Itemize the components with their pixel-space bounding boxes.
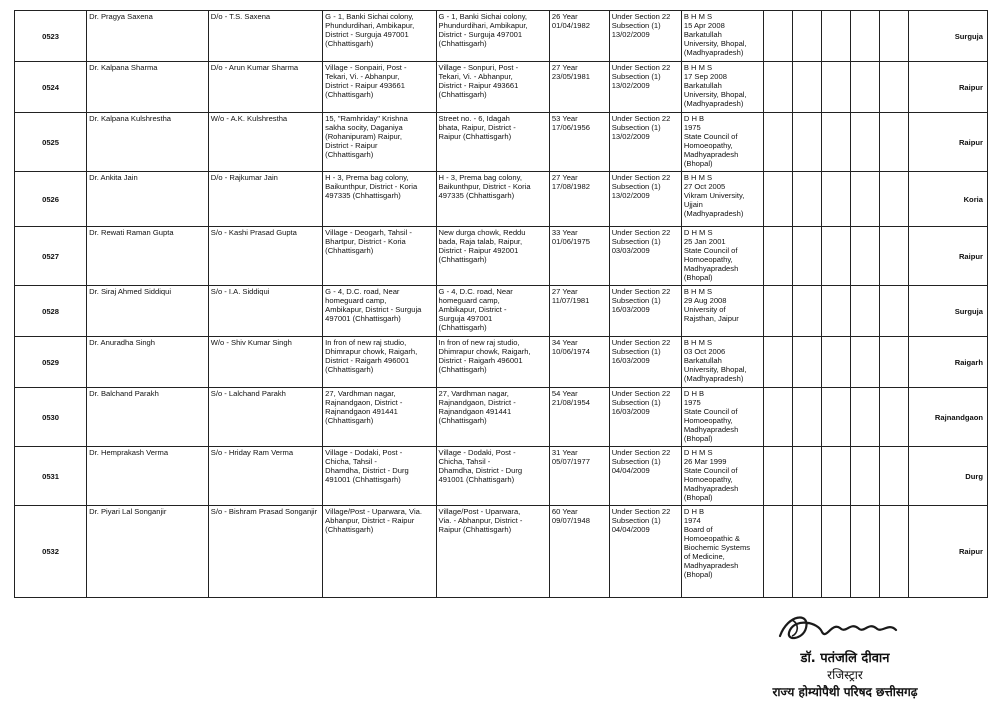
permanent-address: In fron of new raj studio, Dhimrapur chowk, Raigarh, District - Raigarh 496001 (Chhattisgarh) <box>323 337 436 388</box>
serial-number: 0524 <box>15 62 87 113</box>
empty-cell <box>793 62 822 113</box>
current-address: Village/Post - Uparwara, Via. - Abhanpur, District - Raipur (Chhattisgarh) <box>436 506 549 598</box>
table-row <box>15 172 988 227</box>
district: Rajnandgaon <box>908 388 987 447</box>
age-dob: 33 Year 01/06/1975 <box>549 227 609 286</box>
empty-cell <box>793 172 822 227</box>
empty-cell <box>879 506 908 598</box>
empty-cell <box>822 11 851 62</box>
table-row <box>15 62 988 113</box>
empty-cell <box>879 337 908 388</box>
registration-section: Under Section 22 Subsection (1) 04/04/2009 <box>609 447 681 506</box>
empty-cell <box>850 62 879 113</box>
empty-cell <box>822 286 851 337</box>
permanent-address: Village - Sonpairi, Post - Tekari, Vi. - Abhanpur, District - Raipur 493661 (Chhattisgarh) <box>323 62 436 113</box>
empty-cell <box>850 172 879 227</box>
qualification: D H M S 26 Mar 1999 State Council of Homoeopathy, Madhyapradesh (Bhopal) <box>681 447 763 506</box>
registration-section: Under Section 22 Subsection (1) 16/03/2009 <box>609 337 681 388</box>
age-dob: 54 Year 21/08/1954 <box>549 388 609 447</box>
doctor-name: Dr. Hemprakash Verma <box>87 447 209 506</box>
empty-cell <box>764 506 793 598</box>
age-dob: 60 Year 09/07/1948 <box>549 506 609 598</box>
qualification: B H M S 27 Oct 2005 Vikram University, Ujjain (Madhyapradesh) <box>681 172 763 227</box>
empty-cell <box>822 172 851 227</box>
age-dob: 53 Year 17/06/1956 <box>549 113 609 172</box>
age-dob: 27 Year 23/05/1981 <box>549 62 609 113</box>
age-dob: 27 Year 11/07/1981 <box>549 286 609 337</box>
district: Raipur <box>908 506 987 598</box>
registration-table <box>14 10 988 598</box>
serial-number: 0525 <box>15 113 87 172</box>
qualification: D H B 1975 State Council of Homoeopathy, Madhyapradesh (Bhopal) <box>681 388 763 447</box>
empty-cell <box>793 388 822 447</box>
district: Raipur <box>908 62 987 113</box>
permanent-address: Village - Dodaki, Post - Chicha, Tahsil - Dhamdha, District - Durg 491001 (Chhattisgarh) <box>323 447 436 506</box>
qualification: B H M S 15 Apr 2008 Barkatullah University, Bhopal, (Madhyapradesh) <box>681 11 763 62</box>
permanent-address: G - 1, Banki Sichai colony, Phundurdihari, Ambikapur, District - Surguja 497001 (Chhattisgarh) <box>323 11 436 62</box>
empty-cell <box>879 286 908 337</box>
serial-number: 0532 <box>15 506 87 598</box>
doctor-name: Dr. Kalpana Sharma <box>87 62 209 113</box>
doctor-name: Dr. Ankita Jain <box>87 172 209 227</box>
empty-cell <box>793 337 822 388</box>
empty-cell <box>879 62 908 113</box>
serial-number: 0530 <box>15 388 87 447</box>
empty-cell <box>850 286 879 337</box>
age-dob: 31 Year 05/07/1977 <box>549 447 609 506</box>
signature-block <box>750 608 940 700</box>
current-address: G - 4, D.C. road, Near homeguard camp, Ambikapur, District - Surguja 497001 (Chhattisgarh) <box>436 286 549 337</box>
district: Surguja <box>908 286 987 337</box>
table-row <box>15 506 988 598</box>
empty-cell <box>822 62 851 113</box>
serial-number: 0528 <box>15 286 87 337</box>
table-row <box>15 11 988 62</box>
empty-cell <box>764 113 793 172</box>
registration-section: Under Section 22 Subsection (1) 13/02/2009 <box>609 11 681 62</box>
empty-cell <box>879 227 908 286</box>
relation-name: S/o - Lalchand Parakh <box>208 388 322 447</box>
empty-cell <box>793 113 822 172</box>
empty-cell <box>822 113 851 172</box>
permanent-address: Village - Deogarh, Tahsil - Bhartpur, District - Koria (Chhattisgarh) <box>323 227 436 286</box>
doctor-name: Dr. Balchand Parakh <box>87 388 209 447</box>
registrar-name: डॉ. पतंजलि दीवान <box>800 651 890 666</box>
serial-number: 0526 <box>15 172 87 227</box>
qualification: D H M S 25 Jan 2001 State Council of Homoeopathy, Madhyapradesh (Bhopal) <box>681 227 763 286</box>
empty-cell <box>764 11 793 62</box>
permanent-address: 27, Vardhman nagar, Rajnandgaon, District - Rajnandgaon 491441 (Chhattisgarh) <box>323 388 436 447</box>
relation-name: S/o - Bishram Prasad Songanjir <box>208 506 322 598</box>
empty-cell <box>822 227 851 286</box>
relation-name: D/o - Rajkumar Jain <box>208 172 322 227</box>
empty-cell <box>850 113 879 172</box>
relation-name: S/o - Kashi Prasad Gupta <box>208 227 322 286</box>
current-address: Village - Sonpuri, Post - Tekari, Vi. - Abhanpur, District - Raipur 493661 (Chhattisgarh) <box>436 62 549 113</box>
doctor-name: Dr. Rewati Raman Gupta <box>87 227 209 286</box>
table-row <box>15 227 988 286</box>
district: Raipur <box>908 113 987 172</box>
qualification: B H M S 17 Sep 2008 Barkatullah University, Bhopal, (Madhyapradesh) <box>681 62 763 113</box>
council-name: राज्य होम्योपैथी परिषद छत्तीसगढ़ <box>772 685 918 699</box>
empty-cell <box>793 286 822 337</box>
empty-cell <box>764 337 793 388</box>
permanent-address: H - 3, Prema bag colony, Baikunthpur, District - Koria 497335 (Chhattisgarh) <box>323 172 436 227</box>
permanent-address: G - 4, D.C. road, Near homeguard camp, Ambikapur, District - Surguja 497001 (Chhattisgarh) <box>323 286 436 337</box>
qualification: B H M S 03 Oct 2006 Barkatullah University, Bhopal, (Madhyapradesh) <box>681 337 763 388</box>
registrar-title: रजिस्ट्रार <box>827 668 863 682</box>
registration-section: Under Section 22 Subsection (1) 13/02/2009 <box>609 113 681 172</box>
empty-cell <box>793 11 822 62</box>
empty-cell <box>850 227 879 286</box>
age-dob: 27 Year 17/08/1982 <box>549 172 609 227</box>
relation-name: S/o - Hriday Ram Verma <box>208 447 322 506</box>
permanent-address: 15, "Ramhriday" Krishna sakha socity, Daganiya (Rohanipuram) Raipur, District - Raipur (Chhattisgarh) <box>323 113 436 172</box>
empty-cell <box>793 447 822 506</box>
serial-number: 0531 <box>15 447 87 506</box>
table-row <box>15 337 988 388</box>
empty-cell <box>879 388 908 447</box>
district: Raipur <box>908 227 987 286</box>
registration-section: Under Section 22 Subsection (1) 16/03/2009 <box>609 388 681 447</box>
registration-section: Under Section 22 Subsection (1) 13/02/2009 <box>609 62 681 113</box>
empty-cell <box>764 286 793 337</box>
empty-cell <box>850 337 879 388</box>
empty-cell <box>879 11 908 62</box>
relation-name: D/o - Arun Kumar Sharma <box>208 62 322 113</box>
registration-section: Under Section 22 Subsection (1) 03/03/2009 <box>609 227 681 286</box>
current-address: New durga chowk, Reddu bada, Raja talab, Raipur, District - Raipur 492001 (Chhattisgarh) <box>436 227 549 286</box>
relation-name: W/o - A.K. Kulshrestha <box>208 113 322 172</box>
current-address: Street no. - 6, Idagah bhata, Raipur, District - Raipur (Chhattisgarh) <box>436 113 549 172</box>
registration-section: Under Section 22 Subsection (1) 16/03/2009 <box>609 286 681 337</box>
empty-cell <box>850 388 879 447</box>
table-row <box>15 447 988 506</box>
doctor-name: Dr. Piyari Lal Songanjir <box>87 506 209 598</box>
relation-name: D/o - T.S. Saxena <box>208 11 322 62</box>
current-address: H - 3, Prema bag colony, Baikunthpur, District - Koria 497335 (Chhattisgarh) <box>436 172 549 227</box>
empty-cell <box>822 447 851 506</box>
current-address: G - 1, Banki Sichai colony, Phundurdihari, Ambikapur, District - Surguja 497001 (Chhattisgarh) <box>436 11 549 62</box>
handwritten-signature <box>770 608 920 648</box>
age-dob: 26 Year 01/04/1982 <box>549 11 609 62</box>
empty-cell <box>850 506 879 598</box>
serial-number: 0523 <box>15 11 87 62</box>
empty-cell <box>822 388 851 447</box>
empty-cell <box>764 388 793 447</box>
empty-cell <box>764 62 793 113</box>
current-address: Village - Dodaki, Post - Chicha, Tahsil - Dhamdha, District - Durg 491001 (Chhattisgarh) <box>436 447 549 506</box>
serial-number: 0527 <box>15 227 87 286</box>
empty-cell <box>822 506 851 598</box>
current-address: In fron of new raj studio, Dhimrapur chowk, Raigarh, District - Raigarh 496001 (Chhattisgarh) <box>436 337 549 388</box>
empty-cell <box>793 227 822 286</box>
qualification: D H B 1975 State Council of Homoeopathy, Madhyapradesh (Bhopal) <box>681 113 763 172</box>
empty-cell <box>879 447 908 506</box>
empty-cell <box>879 172 908 227</box>
serial-number: 0529 <box>15 337 87 388</box>
empty-cell <box>822 337 851 388</box>
empty-cell <box>793 506 822 598</box>
current-address: 27, Vardhman nagar, Rajnandgaon, District - Rajnandgaon 491441 (Chhattisgarh) <box>436 388 549 447</box>
age-dob: 34 Year 10/06/1974 <box>549 337 609 388</box>
qualification: D H B 1974 Board of Homoeopathic & Biochemic Systems of Medicine, Madhyapradesh (Bhopal) <box>681 506 763 598</box>
district: Durg <box>908 447 987 506</box>
doctor-name: Dr. Kalpana Kulshrestha <box>87 113 209 172</box>
table-row <box>15 388 988 447</box>
relation-name: S/o - I.A. Siddiqui <box>208 286 322 337</box>
empty-cell <box>764 447 793 506</box>
doctor-name: Dr. Pragya Saxena <box>87 11 209 62</box>
registration-section: Under Section 22 Subsection (1) 04/04/2009 <box>609 506 681 598</box>
district: Koria <box>908 172 987 227</box>
empty-cell <box>764 172 793 227</box>
qualification: B H M S 29 Aug 2008 University of Rajsthan, Jaipur <box>681 286 763 337</box>
registration-section: Under Section 22 Subsection (1) 13/02/2009 <box>609 172 681 227</box>
empty-cell <box>850 11 879 62</box>
permanent-address: Village/Post - Uparwara, Via. Abhanpur, District - Raipur (Chhattisgarh) <box>323 506 436 598</box>
empty-cell <box>764 227 793 286</box>
doctor-name: Dr. Anuradha Singh <box>87 337 209 388</box>
empty-cell <box>850 447 879 506</box>
empty-cell <box>879 113 908 172</box>
table-row <box>15 113 988 172</box>
table-row <box>15 286 988 337</box>
district: Surguja <box>908 11 987 62</box>
relation-name: W/o - Shiv Kumar Singh <box>208 337 322 388</box>
doctor-name: Dr. Siraj Ahmed Siddiqui <box>87 286 209 337</box>
district: Raigarh <box>908 337 987 388</box>
